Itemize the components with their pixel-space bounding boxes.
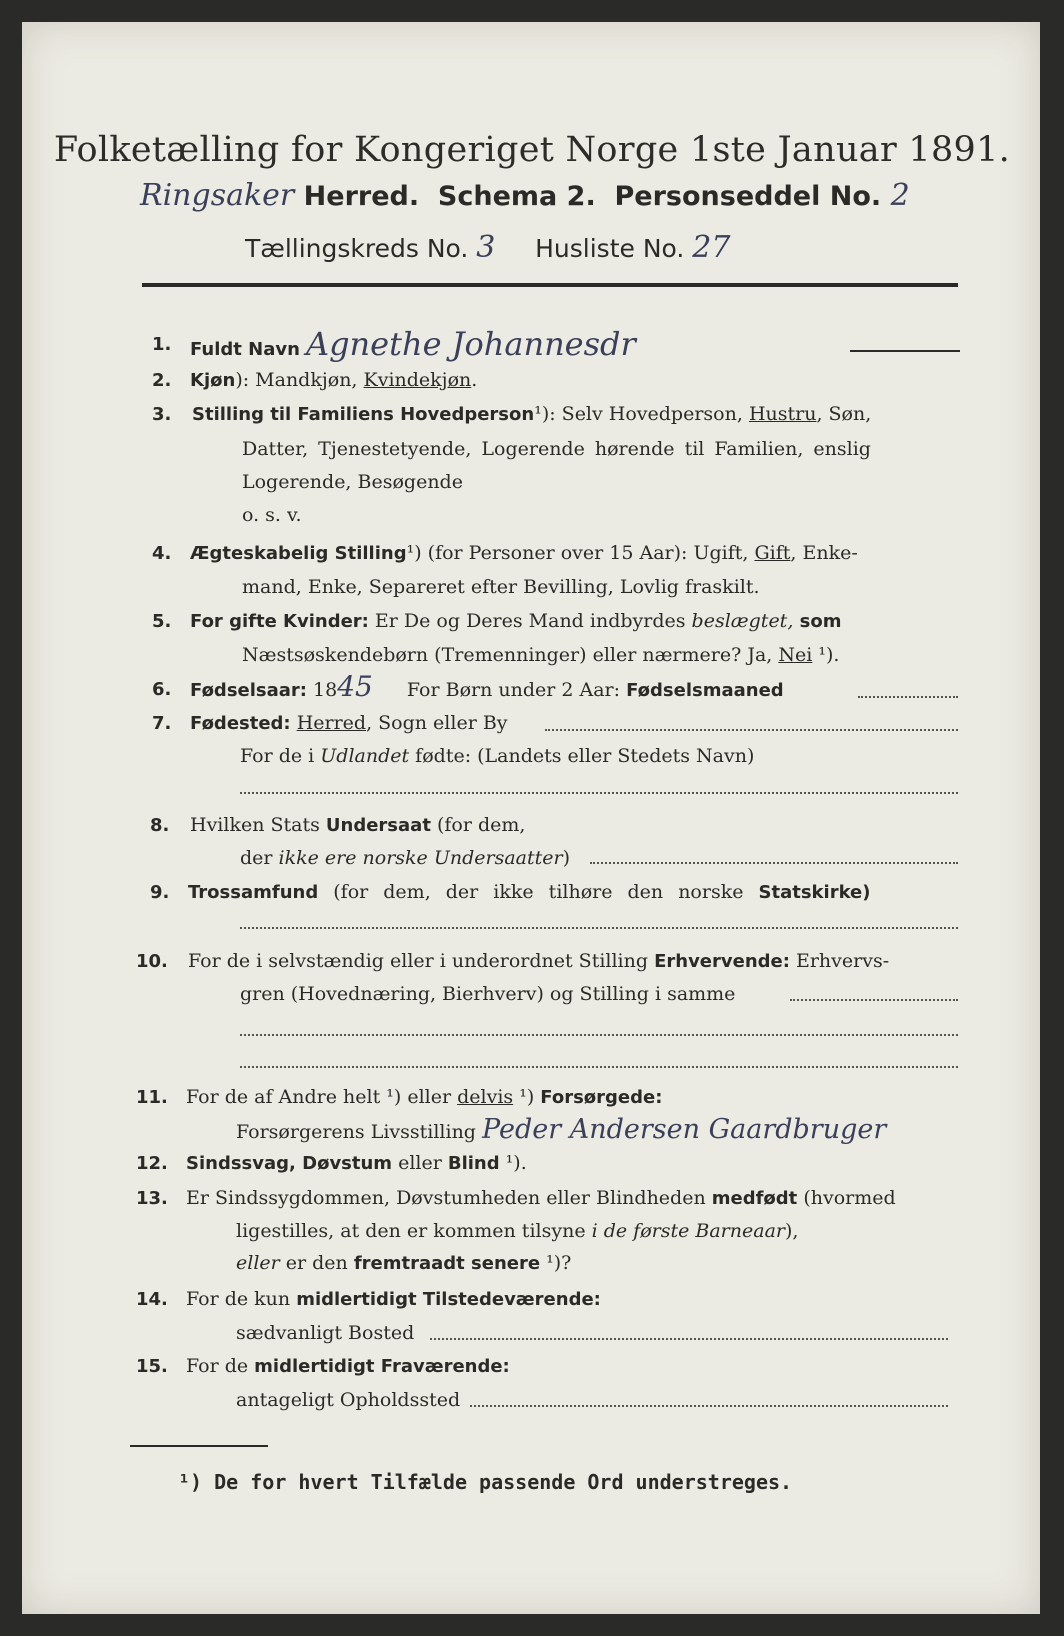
q13-line2: [236, 1219, 798, 1243]
q8-line2-italic: ikke ere norske Undersaatter: [278, 847, 563, 869]
q8-label: Undersaat: [325, 815, 431, 836]
q5-selected: Nei: [778, 644, 813, 666]
q5-beslaegtet: beslægtet,: [691, 610, 794, 632]
herred-handwritten: Ringsaker: [140, 178, 295, 213]
q5-line2: [242, 643, 839, 667]
q13-line2-a: ligestilles, at den er kommen tilsyne: [236, 1220, 592, 1242]
q4-label: Ægteskabelig Stilling: [190, 543, 407, 564]
kreds-label: Tællingskreds No.: [245, 234, 469, 263]
q15-number: 15.: [136, 1356, 168, 1377]
q7-label: Fødested:: [190, 713, 291, 734]
q6-text: For Børn under 2 Aar:: [406, 679, 621, 701]
q11-text: For de af Andre helt ¹) eller: [186, 1086, 458, 1108]
q2-row: [190, 368, 477, 393]
q11-text-mid: ¹): [513, 1086, 541, 1108]
q6-number: 6.: [152, 679, 172, 700]
q13-line3-italic: eller: [236, 1252, 280, 1274]
q4-line2: mand, Enke, Separeret efter Bevilling, Lovlig fraskilt.: [242, 576, 760, 598]
q7-udlandet: Udlandet: [320, 745, 410, 767]
q5-line2-end: ¹).: [812, 644, 840, 666]
q5-text: Er De og Deres Mand indbyrdes: [368, 610, 692, 632]
q7-number: 7.: [152, 713, 172, 734]
q6-label: Fødselsaar:: [190, 680, 307, 701]
q10-text-end: Erhvervs-: [789, 950, 890, 972]
q6-prefix: 18: [307, 679, 338, 701]
kreds-line: [245, 230, 730, 265]
q13-row: [186, 1186, 896, 1211]
q2-number: 2.: [152, 370, 172, 391]
q6-line: [858, 696, 958, 698]
q3-text-end: , Søn,: [816, 403, 872, 425]
q7-line2-a: For de i: [240, 745, 321, 767]
q4-selected: Gift: [754, 542, 791, 564]
q8-line2-a: der: [240, 847, 279, 869]
q12-text: eller: [392, 1152, 448, 1174]
q3-line2: Datter, Tjenestetyende, Logerende hørende til Familien, enslig: [242, 438, 871, 460]
q8-line2: [240, 846, 570, 870]
q11-number: 11.: [136, 1087, 168, 1108]
q2-text: ): Mandkjøn,: [235, 369, 364, 391]
q9-statskirke: Statskirke): [758, 882, 871, 903]
q4-text: ¹) (for Personer over 15 Aar): Ugift,: [406, 542, 755, 564]
herred-label: Herred.: [303, 181, 420, 212]
q3-selected: Hustru: [748, 403, 817, 425]
q3-line3: Logerende, Besøgende: [242, 471, 463, 493]
q11-line2: [236, 1114, 887, 1145]
q7-line2: [240, 744, 754, 768]
q9-line: [240, 927, 958, 929]
q13-text-end: (hvormed: [797, 1187, 896, 1209]
q14-number: 14.: [136, 1289, 168, 1310]
q11-label: Forsørgede:: [540, 1087, 663, 1108]
q13-line3-bold: fremtraadt senere: [353, 1253, 541, 1274]
q13-line3: [236, 1251, 571, 1276]
q8-number: 8.: [150, 815, 170, 836]
q10-text: For de i selvstændig eller i underordnet Stilling: [188, 950, 655, 972]
q14-text: For de kun: [186, 1288, 297, 1310]
q11-selected: delvis: [457, 1086, 514, 1108]
q14-row: [186, 1287, 601, 1312]
q14-line2: sædvanligt Bosted: [236, 1322, 415, 1344]
q6-year: 45: [337, 670, 373, 703]
schema-label: Schema 2.: [437, 181, 596, 212]
q13-label: medfødt: [711, 1188, 798, 1209]
q12-end: ¹).: [499, 1152, 527, 1174]
q11-line2-label: Forsørgerens Livsstilling: [236, 1121, 476, 1143]
q15-row: [186, 1354, 510, 1379]
q7-line2-b: fødte: (Landets eller Stedets Navn): [409, 745, 755, 767]
q9-text: (for dem, der ikke tilhøre den norske: [318, 881, 759, 903]
header-divider: [142, 283, 958, 287]
q15-text: For de: [186, 1355, 255, 1377]
q9-row: [188, 880, 871, 905]
q7-selected: Herred: [296, 712, 367, 734]
q5-row: [190, 609, 841, 634]
q15-line2: antageligt Opholdssted: [236, 1389, 461, 1411]
q10-label: Erhvervende:: [654, 951, 790, 972]
q3-row: [192, 402, 871, 427]
footnote: ¹) De for hvert Tilfælde passende Ord understreges.: [178, 1470, 793, 1494]
q6-label2: Fødselsmaaned: [626, 680, 784, 701]
kreds-number: 3: [476, 230, 496, 265]
q8-line: [590, 862, 958, 864]
q7-text: , Sogn eller By: [366, 712, 508, 734]
q8-line2-b: ): [562, 847, 570, 869]
q2-end: .: [471, 369, 478, 391]
q8-text: Hvilken Stats: [190, 814, 326, 836]
q4-text-end: , Enke-: [790, 542, 858, 564]
q13-line3-a: er den: [279, 1252, 354, 1274]
q2-label: Kjøn: [190, 370, 236, 391]
q3-number: 3.: [152, 404, 172, 425]
personseddel-number: 2: [890, 178, 910, 213]
q14-line: [430, 1338, 948, 1340]
q10-line: [790, 999, 958, 1001]
husliste-number: 27: [692, 230, 731, 265]
q10-line3-blank: [240, 1034, 958, 1036]
q5-label: For gifte Kvinder:: [190, 611, 369, 632]
q3-line4: o. s. v.: [242, 504, 302, 526]
q13-line2-b: ),: [785, 1220, 799, 1242]
herred-line: [140, 178, 910, 213]
q11-row: [186, 1085, 662, 1110]
q1-row: [190, 325, 636, 363]
husliste-label: Husliste No.: [535, 234, 685, 263]
q1-number: 1.: [152, 334, 172, 355]
q10-number: 10.: [136, 951, 168, 972]
q6-row: [190, 670, 784, 703]
q12-label: Sindssvag, Døvstum: [186, 1153, 393, 1174]
q8-row: [190, 813, 525, 838]
q5-line2-text: Næstsøskendebørn (Tremenninger) eller nærmere? Ja,: [242, 644, 779, 666]
form-title: Folketælling for Kongeriget Norge 1ste Januar 1891.: [53, 130, 1011, 170]
q4-row: [190, 541, 858, 566]
q3-text: ¹): Selv Hovedperson,: [534, 403, 749, 425]
q7-row: [190, 711, 508, 736]
q10-line2: gren (Hovednæring, Bierhverv) og Stilling i samme: [240, 983, 736, 1005]
footnote-divider: [130, 1445, 268, 1447]
q10-row: [188, 949, 889, 974]
q1-line: [850, 350, 960, 352]
q2-selected: Kvindekjøn: [363, 369, 472, 391]
q12-row: [186, 1151, 527, 1176]
q3-label: Stilling til Familiens Hovedperson: [192, 404, 535, 425]
q12-blind: Blind: [447, 1153, 500, 1174]
q13-text: Er Sindssygdommen, Døvstumheden eller Blindheden: [186, 1187, 712, 1209]
q1-answer: Agnethe Johannesdr: [305, 325, 636, 363]
q10-line4-blank: [240, 1066, 958, 1068]
personseddel-label: Personseddel No.: [614, 181, 882, 212]
q7-line: [545, 729, 958, 731]
q4-number: 4.: [152, 543, 172, 564]
q9-label: Trossamfund: [188, 882, 319, 903]
q8-text-end: (for dem,: [430, 814, 526, 836]
q5-number: 5.: [152, 611, 172, 632]
q13-line2-italic: i de første Barneaar: [591, 1220, 785, 1242]
q1-label: Fuldt Navn: [190, 339, 300, 360]
q9-number: 9.: [150, 882, 170, 903]
q15-label: midlertidigt Fraværende:: [254, 1356, 510, 1377]
q13-number: 13.: [136, 1188, 168, 1209]
q12-number: 12.: [136, 1153, 168, 1174]
q5-text-end: som: [793, 611, 842, 632]
q13-line3-c: ¹)?: [540, 1252, 572, 1274]
q15-line: [470, 1405, 948, 1407]
q11-answer: Peder Andersen Gaardbruger: [482, 1114, 887, 1145]
q14-label: midlertidigt Tilstedeværende:: [296, 1289, 601, 1310]
q7-line2-blank: [240, 792, 958, 794]
